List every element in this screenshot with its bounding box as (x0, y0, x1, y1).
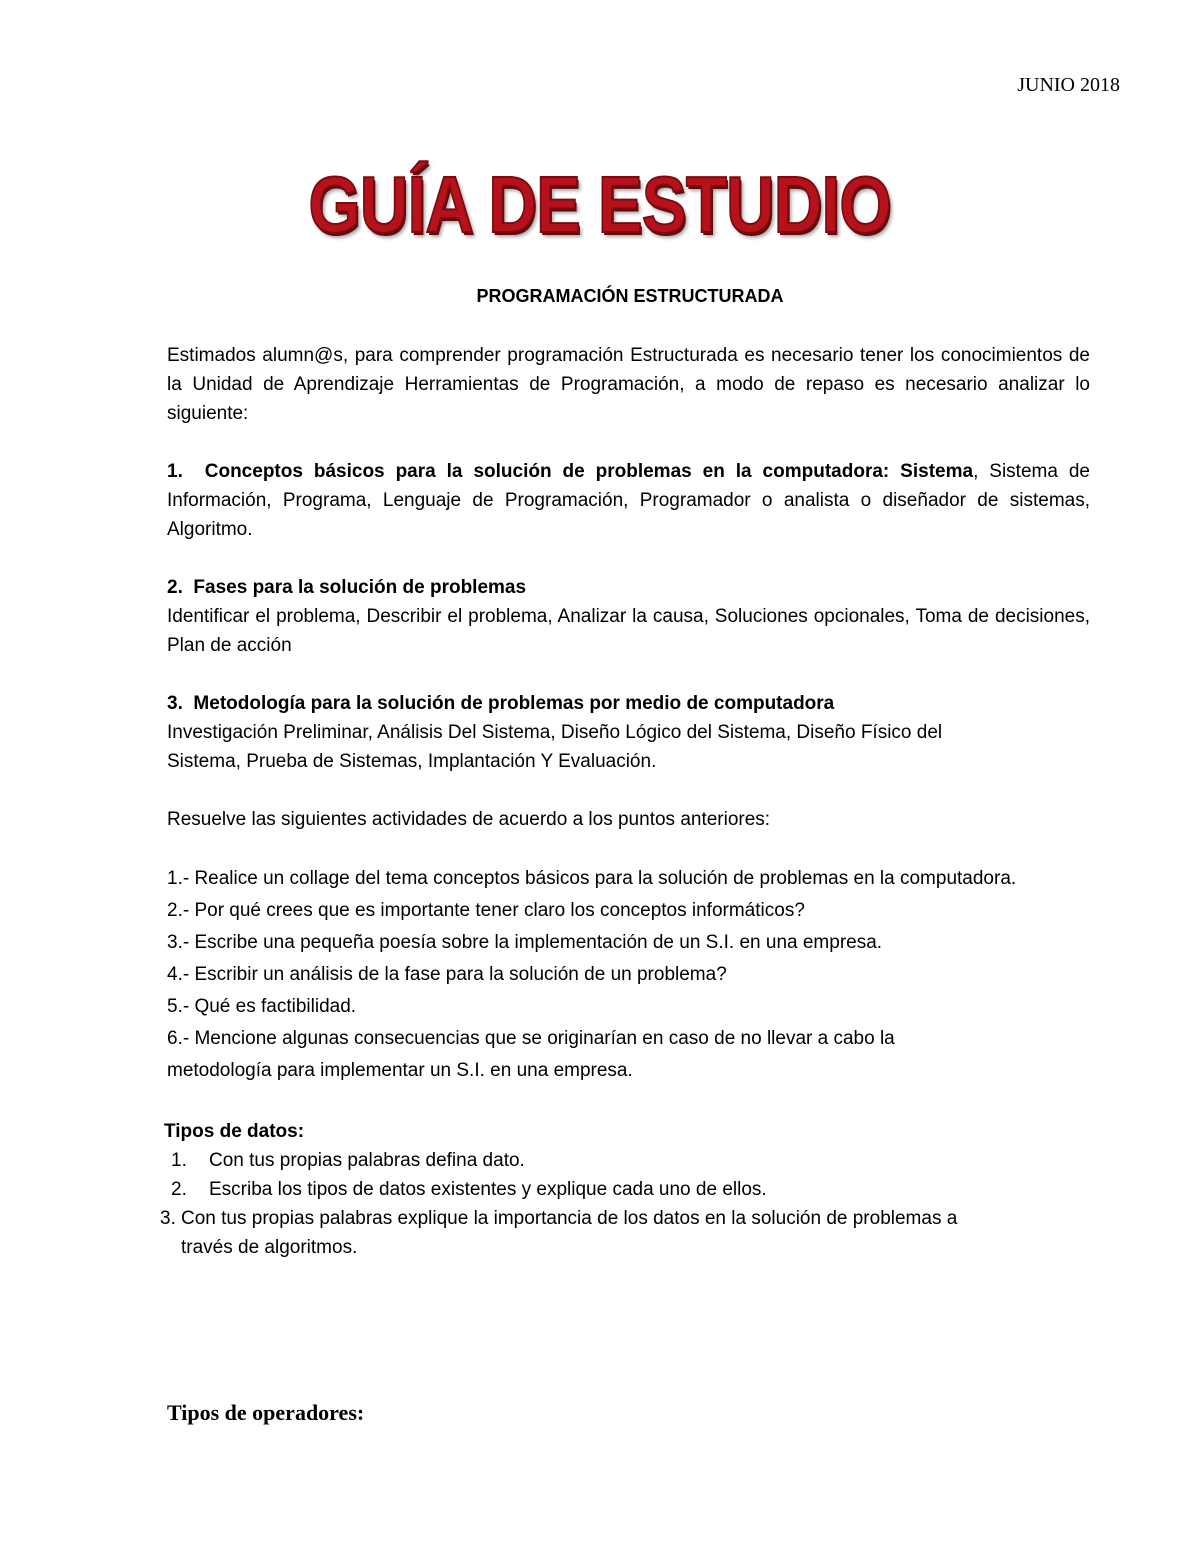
section-3-body-line-1: Investigación Preliminar, Análisis Del Sistema, Diseño Lógico del Sistema, Diseño Físico del (167, 722, 943, 743)
activity-item-continued: metodología para implementar un S.I. en una empresa. (167, 1060, 633, 1081)
activities-intro: Resuelve las siguientes actividades de acuerdo a los puntos anteriores: (167, 809, 771, 830)
list-number: 3. (160, 1208, 176, 1229)
list-item (167, 1146, 1090, 1175)
section-3-heading: Metodología para la solución de problemas por medio de computadora (193, 693, 835, 714)
title-block (0, 160, 1200, 250)
tipos-operadores-heading: Tipos de operadores: (167, 1400, 365, 1425)
list-text: Con tus propias palabras defina dato. (209, 1150, 525, 1171)
document-body (160, 341, 1090, 1262)
list-text: Con tus propias palabras explique la importancia de los datos en la solución de problemas a (181, 1208, 958, 1229)
list-item (160, 1204, 1090, 1233)
section-2-heading: Fases para la solución de problemas (193, 577, 527, 598)
section-2 (167, 573, 1090, 660)
tipos-datos-section (160, 1117, 1090, 1262)
list-number: 2. (171, 1179, 187, 1200)
activity-item: 1.- Realice un collage del tema conceptos básicos para la solución de problemas en la computadora. (167, 868, 1017, 889)
section-1-body: , Sistema de Información, Programa, Lenguaje de Programación, Programador o analista o diseñador de sistemas, Algoritmo. (167, 461, 1090, 540)
list-text: Escriba los tipos de datos existentes y explique cada uno de ellos. (209, 1179, 767, 1200)
activity-item: 4.- Escribir un análisis de la fase para la solución de un problema? (167, 964, 727, 985)
list-item (167, 1175, 1090, 1204)
list-item-continued (167, 1233, 1090, 1262)
document-date: JUNIO 2018 (1017, 74, 1120, 96)
section-3-number: 3. (167, 693, 183, 714)
section-1-heading: Conceptos básicos para la solución de problemas en la computadora: Sistema (204, 461, 974, 482)
section-2-body: Identificar el problema, Describir el problema, Analizar la causa, Soluciones opcionales, Toma de decisiones, Plan de acción (167, 606, 1090, 656)
activity-item: 3.- Escribe una pequeña poesía sobre la implementación de un S.I. en una empresa. (167, 932, 883, 953)
section-1-number: 1. (167, 461, 183, 482)
activity-item: 5.- Qué es factibilidad. (167, 996, 357, 1017)
activities-list (167, 863, 1090, 1087)
list-number: 1. (171, 1150, 187, 1171)
activity-item: 2.- Por qué crees que es importante tener claro los conceptos informáticos? (167, 900, 805, 921)
tipos-datos-heading: Tipos de datos: (164, 1121, 305, 1142)
document-subtitle: PROGRAMACIÓN ESTRUCTURADA (476, 286, 784, 306)
document-title: GUÍA DE ESTUDIO (308, 160, 892, 249)
list-text: través de algoritmos. (181, 1237, 358, 1258)
intro-paragraph: Estimados alumn@s, para comprender programación Estructurada es necesario tener los conocimientos de la Unidad de Aprendizaje Herramientas de Programación, a modo de repaso es necesario analizar lo siguiente: (167, 345, 1090, 424)
section-3 (167, 689, 1090, 776)
section-2-number: 2. (167, 577, 183, 598)
activity-item: 6.- Mencione algunas consecuencias que se originarían en caso de no llevar a cabo la (167, 1028, 895, 1049)
section-3-body-line-2: Sistema, Prueba de Sistemas, Implantación Y Evaluación. (167, 751, 657, 772)
section-1 (167, 457, 1090, 544)
